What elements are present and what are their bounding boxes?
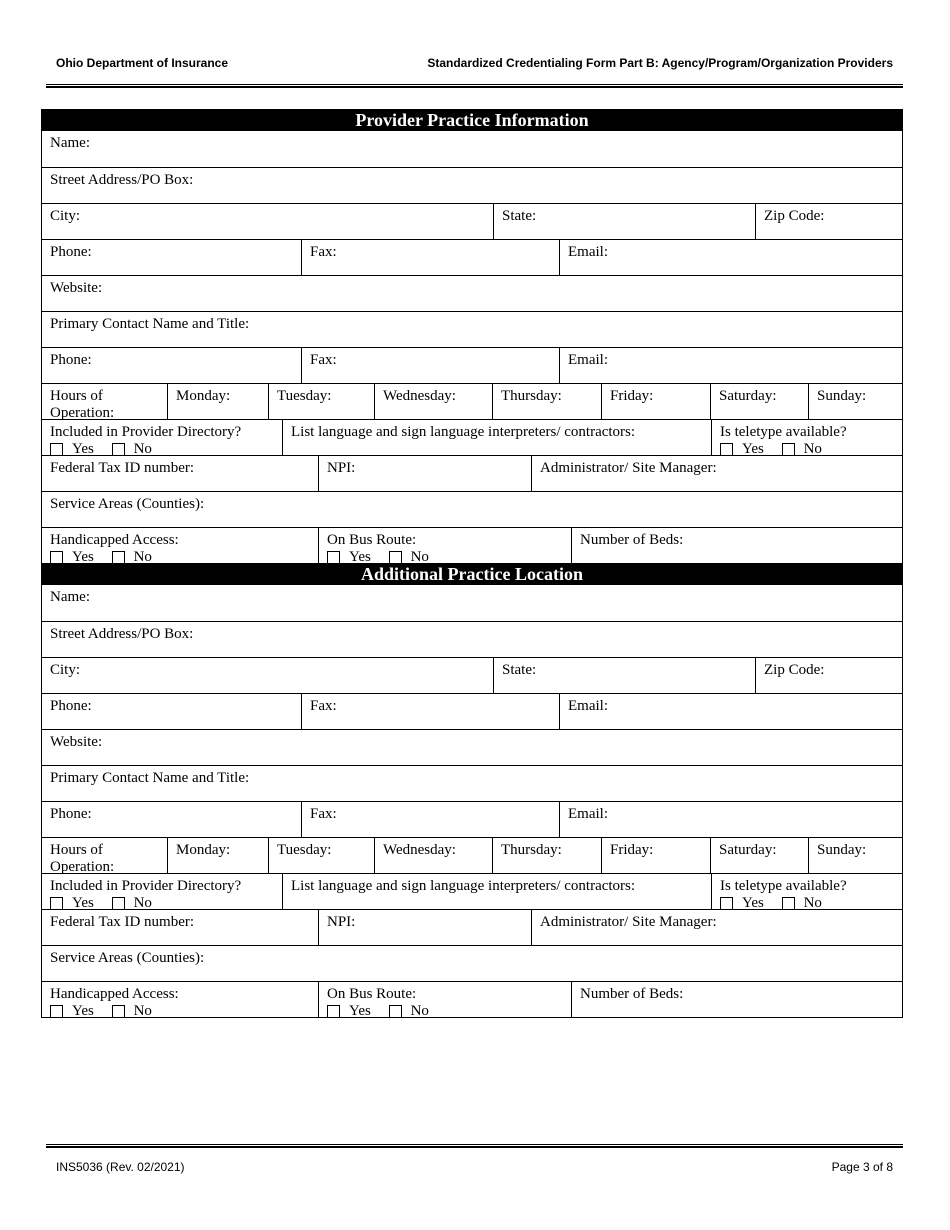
handicapped-yes[interactable] xyxy=(50,549,94,563)
header-org: Ohio Department of Insurance xyxy=(56,56,229,70)
teletype-cell xyxy=(711,420,902,455)
checkbox-icon[interactable] xyxy=(782,897,795,909)
contact-email-field[interactable]: Email: xyxy=(559,348,902,383)
teletype-options xyxy=(720,895,902,909)
city-field[interactable]: City: xyxy=(50,662,81,678)
street-row xyxy=(41,621,903,657)
name-field[interactable]: Name: xyxy=(50,589,90,605)
teletype-no[interactable] xyxy=(782,895,822,909)
city-field[interactable]: City: xyxy=(50,208,81,224)
option-label: No xyxy=(803,895,822,909)
email-field[interactable]: Email: xyxy=(559,240,902,275)
option-label: No xyxy=(410,1003,429,1017)
checkbox-icon[interactable] xyxy=(50,443,63,455)
teletype-label: Is teletype available? xyxy=(720,878,847,894)
website-row xyxy=(41,729,903,765)
directory-options xyxy=(50,441,282,455)
state-field[interactable]: State: xyxy=(493,658,755,693)
website-field[interactable]: Website: xyxy=(50,280,103,296)
header-divider xyxy=(46,84,903,88)
city-row xyxy=(41,203,903,239)
checkbox-icon[interactable] xyxy=(389,1005,402,1017)
phone-field[interactable]: Phone: xyxy=(50,698,92,714)
bus-route-no[interactable] xyxy=(389,549,429,563)
option-label: No xyxy=(133,441,152,455)
service-areas-row xyxy=(41,491,903,527)
wednesday-field[interactable]: Wednesday: xyxy=(374,384,492,419)
handicapped-options xyxy=(50,1003,318,1017)
checkbox-icon[interactable] xyxy=(50,1005,63,1017)
zip-field[interactable]: Zip Code: xyxy=(755,204,902,239)
zip-field[interactable]: Zip Code: xyxy=(755,658,902,693)
primary-contact-field[interactable]: Primary Contact Name and Title: xyxy=(50,316,250,332)
street-field[interactable]: Street Address/PO Box: xyxy=(50,626,194,642)
bus-route-options xyxy=(327,1003,571,1017)
languages-field[interactable]: List language and sign language interpreters/ contractors: xyxy=(282,874,711,909)
directory-options xyxy=(50,895,282,909)
bus-route-yes[interactable] xyxy=(327,549,371,563)
street-field[interactable]: Street Address/PO Box: xyxy=(50,172,194,188)
saturday-field[interactable]: Saturday: xyxy=(710,838,808,873)
option-label: No xyxy=(410,549,429,563)
handicapped-options xyxy=(50,549,318,563)
checkbox-icon[interactable] xyxy=(112,897,125,909)
directory-row xyxy=(41,873,903,909)
directory-label: Included in Provider Directory? xyxy=(50,878,242,894)
option-label: Yes xyxy=(72,1003,94,1017)
teletype-label: Is teletype available? xyxy=(720,424,847,440)
monday-field[interactable]: Monday: xyxy=(167,384,268,419)
directory-row xyxy=(41,419,903,455)
directory-no[interactable] xyxy=(112,895,152,909)
sunday-field[interactable]: Sunday: xyxy=(808,838,902,873)
wednesday-field[interactable]: Wednesday: xyxy=(374,838,492,873)
service-areas-field[interactable]: Service Areas (Counties): xyxy=(50,496,205,512)
checkbox-icon[interactable] xyxy=(112,1005,125,1017)
contact-row xyxy=(41,765,903,801)
beds-field[interactable]: Number of Beds: xyxy=(571,528,902,563)
service-areas-row xyxy=(41,945,903,981)
handicapped-label: Handicapped Access: xyxy=(50,986,179,1002)
contact-phone-row xyxy=(41,347,903,383)
phone-field[interactable]: Phone: xyxy=(50,244,92,260)
administrator-field[interactable]: Administrator/ Site Manager: xyxy=(531,910,902,945)
languages-field[interactable]: List language and sign language interpreters/ contractors: xyxy=(282,420,711,455)
friday-field[interactable]: Friday: xyxy=(601,838,710,873)
option-label: Yes xyxy=(72,549,94,563)
thursday-field[interactable]: Thursday: xyxy=(492,838,601,873)
option-label: No xyxy=(133,895,152,909)
sunday-field[interactable]: Sunday: xyxy=(808,384,902,419)
directory-yes[interactable] xyxy=(50,895,94,909)
access-row xyxy=(41,527,903,563)
checkbox-icon[interactable] xyxy=(327,1005,340,1017)
beds-field[interactable]: Number of Beds: xyxy=(571,982,902,1017)
option-label: Yes xyxy=(349,549,371,563)
option-label: Yes xyxy=(742,441,764,455)
city-row xyxy=(41,657,903,693)
taxid-row xyxy=(41,909,903,945)
teletype-yes[interactable] xyxy=(720,895,764,909)
tax-id-field[interactable]: Federal Tax ID number: xyxy=(50,460,195,476)
bus-route-yes[interactable] xyxy=(327,1003,371,1017)
footer-page-number: Page 3 of 8 xyxy=(831,1160,893,1174)
bus-route-cell xyxy=(318,528,571,563)
hours-label: Hours of Operation: xyxy=(50,842,115,873)
contact-email-field[interactable]: Email: xyxy=(559,802,902,837)
header-form-title: Standardized Credentialing Form Part B: Agency/Program/Organization Providers xyxy=(427,56,893,70)
tuesday-field[interactable]: Tuesday: xyxy=(268,384,374,419)
tuesday-field[interactable]: Tuesday: xyxy=(268,838,374,873)
bus-route-options xyxy=(327,549,571,563)
section-title: Provider Practice Information xyxy=(41,109,903,131)
option-label: Yes xyxy=(349,1003,371,1017)
bus-route-label: On Bus Route: xyxy=(327,532,417,548)
option-label: No xyxy=(133,549,152,563)
email-field[interactable]: Email: xyxy=(559,694,902,729)
option-label: Yes xyxy=(72,441,94,455)
name-row xyxy=(41,131,903,167)
directory-cell xyxy=(42,420,282,455)
friday-field[interactable]: Friday: xyxy=(601,384,710,419)
directory-cell xyxy=(42,874,282,909)
street-row xyxy=(41,167,903,203)
directory-yes[interactable] xyxy=(50,441,94,455)
checkbox-icon[interactable] xyxy=(50,551,63,563)
state-field[interactable]: State: xyxy=(493,204,755,239)
handicapped-yes[interactable] xyxy=(50,1003,94,1017)
option-label: Yes xyxy=(742,895,764,909)
fax-field[interactable]: Fax: xyxy=(301,694,559,729)
npi-field[interactable]: NPI: xyxy=(318,910,531,945)
teletype-yes[interactable] xyxy=(720,441,764,455)
handicapped-cell xyxy=(42,528,318,563)
checkbox-icon[interactable] xyxy=(720,897,733,909)
teletype-no[interactable] xyxy=(782,441,822,455)
phone-row xyxy=(41,693,903,729)
name-row xyxy=(41,585,903,621)
contact-fax-field[interactable]: Fax: xyxy=(301,802,559,837)
checkbox-icon[interactable] xyxy=(720,443,733,455)
npi-field[interactable]: NPI: xyxy=(318,456,531,491)
section-title: Additional Practice Location xyxy=(41,563,903,585)
name-field[interactable]: Name: xyxy=(50,135,90,151)
saturday-field[interactable]: Saturday: xyxy=(710,384,808,419)
contact-phone-field[interactable]: Phone: xyxy=(50,352,92,368)
checkbox-icon[interactable] xyxy=(389,551,402,563)
thursday-field[interactable]: Thursday: xyxy=(492,384,601,419)
hours-row xyxy=(41,837,903,873)
contact-phone-row xyxy=(41,801,903,837)
directory-no[interactable] xyxy=(112,441,152,455)
hours-row xyxy=(41,383,903,419)
checkbox-icon[interactable] xyxy=(782,443,795,455)
handicapped-cell xyxy=(42,982,318,1017)
bus-route-cell xyxy=(318,982,571,1017)
bus-route-label: On Bus Route: xyxy=(327,986,417,1002)
checkbox-icon[interactable] xyxy=(112,551,125,563)
teletype-cell xyxy=(711,874,902,909)
handicapped-label: Handicapped Access: xyxy=(50,532,179,548)
access-row xyxy=(41,981,903,1017)
option-label: Yes xyxy=(72,895,94,909)
tax-id-field[interactable]: Federal Tax ID number: xyxy=(50,914,195,930)
contact-row xyxy=(41,311,903,347)
option-label: No xyxy=(133,1003,152,1017)
website-row xyxy=(41,275,903,311)
teletype-options xyxy=(720,441,902,455)
checkbox-icon[interactable] xyxy=(112,443,125,455)
directory-label: Included in Provider Directory? xyxy=(50,424,242,440)
footer-form-id: INS5036 (Rev. 02/2021) xyxy=(56,1160,185,1174)
handicapped-no[interactable] xyxy=(112,549,152,563)
service-areas-field[interactable]: Service Areas (Counties): xyxy=(50,950,205,966)
administrator-field[interactable]: Administrator/ Site Manager: xyxy=(531,456,902,491)
fax-field[interactable]: Fax: xyxy=(301,240,559,275)
hours-label: Hours of Operation: xyxy=(50,388,115,419)
footer-divider xyxy=(46,1144,903,1148)
primary-contact-field[interactable]: Primary Contact Name and Title: xyxy=(50,770,250,786)
contact-phone-field[interactable]: Phone: xyxy=(50,806,92,822)
taxid-row xyxy=(41,455,903,491)
phone-row xyxy=(41,239,903,275)
bus-route-no[interactable] xyxy=(389,1003,429,1017)
checkbox-icon[interactable] xyxy=(327,551,340,563)
checkbox-icon[interactable] xyxy=(50,897,63,909)
monday-field[interactable]: Monday: xyxy=(167,838,268,873)
option-label: No xyxy=(803,441,822,455)
credentialing-form xyxy=(41,109,903,1018)
handicapped-no[interactable] xyxy=(112,1003,152,1017)
contact-fax-field[interactable]: Fax: xyxy=(301,348,559,383)
website-field[interactable]: Website: xyxy=(50,734,103,750)
